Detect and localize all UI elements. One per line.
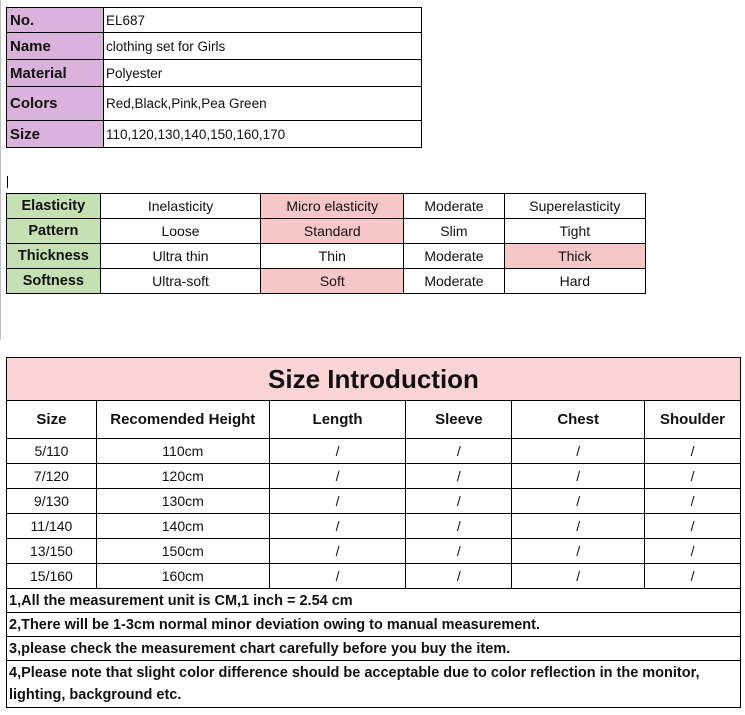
attribute-option: Moderate	[404, 194, 504, 219]
table-row	[7, 489, 741, 514]
attribute-option: Hard	[504, 269, 645, 294]
column-header: Recomended Height	[96, 401, 269, 439]
attribute-row	[7, 269, 646, 294]
note-row	[7, 661, 741, 708]
attribute-option: Inelasticity	[100, 194, 261, 219]
attribute-option: Ultra-soft	[100, 269, 261, 294]
column-header: Size	[7, 401, 97, 439]
table-cell: /	[269, 514, 406, 539]
left-gridline	[0, 0, 1, 340]
table-cell: 160cm	[96, 564, 269, 589]
info-label: Colors	[7, 87, 104, 121]
table-cell: /	[406, 514, 512, 539]
info-value: Polyester	[104, 60, 422, 87]
info-label: Size	[7, 121, 104, 148]
attribute-option: Ultra thin	[100, 244, 261, 269]
table-cell: 140cm	[96, 514, 269, 539]
note-row	[7, 589, 741, 613]
attribute-label: Pattern	[7, 219, 101, 244]
attribute-label: Thickness	[7, 244, 101, 269]
table-cell: 7/120	[7, 464, 97, 489]
attribute-row	[7, 219, 646, 244]
attribute-option-selected: Thick	[504, 244, 645, 269]
table-cell: /	[645, 514, 741, 539]
table-cell: /	[269, 489, 406, 514]
table-cell: 120cm	[96, 464, 269, 489]
column-header: Shoulder	[645, 401, 741, 439]
attribute-option: Thin	[261, 244, 404, 269]
info-row	[7, 121, 422, 148]
attribute-option-selected: Standard	[261, 219, 404, 244]
info-label: Material	[7, 60, 104, 87]
attribute-label: Elasticity	[7, 194, 101, 219]
info-label: Name	[7, 33, 104, 60]
table-cell: /	[645, 489, 741, 514]
attribute-option-selected: Soft	[261, 269, 404, 294]
size-introduction-table	[6, 357, 741, 708]
table-cell: /	[406, 464, 512, 489]
info-value: Red,Black,Pink,Pea Green	[104, 87, 422, 121]
measurement-note: 1,All the measurement unit is CM,1 inch = 2.54 cm	[7, 589, 741, 613]
attribute-option: Superelasticity	[504, 194, 645, 219]
attribute-row	[7, 244, 646, 269]
measurement-note: 3,please check the measurement chart carefully before you buy the item.	[7, 637, 741, 661]
product-info-table	[6, 7, 422, 148]
attribute-option-selected: Micro elasticity	[261, 194, 404, 219]
table-row	[7, 464, 741, 489]
table-cell: /	[512, 539, 645, 564]
table-cell: 150cm	[96, 539, 269, 564]
table-cell: /	[406, 439, 512, 464]
column-header: Length	[269, 401, 406, 439]
info-value: EL687	[104, 8, 422, 33]
size-table-title: Size Introduction	[7, 358, 741, 401]
table-cell: 11/140	[7, 514, 97, 539]
column-header: Sleeve	[406, 401, 512, 439]
table-cell: /	[269, 539, 406, 564]
attribute-option: Moderate	[404, 244, 504, 269]
info-value: clothing set for Girls	[104, 33, 422, 60]
info-value: 110,120,130,140,150,160,170	[104, 121, 422, 148]
attribute-option: Moderate	[404, 269, 504, 294]
table-cell: /	[512, 489, 645, 514]
attribute-label: Softness	[7, 269, 101, 294]
info-row	[7, 33, 422, 60]
attribute-option: Slim	[404, 219, 504, 244]
table-row	[7, 439, 741, 464]
info-row	[7, 8, 422, 33]
info-row	[7, 60, 422, 87]
attribute-row	[7, 194, 646, 219]
column-header: Chest	[512, 401, 645, 439]
table-row	[7, 539, 741, 564]
table-cell: /	[645, 439, 741, 464]
table-cell: /	[406, 489, 512, 514]
table-cell: 15/160	[7, 564, 97, 589]
table-cell: /	[512, 564, 645, 589]
note-row	[7, 637, 741, 661]
table-row	[7, 514, 741, 539]
table-cell: /	[269, 464, 406, 489]
table-row	[7, 564, 741, 589]
table-cell: /	[512, 439, 645, 464]
info-label: No.	[7, 8, 104, 33]
attribute-option: Tight	[504, 219, 645, 244]
attribute-option: Loose	[100, 219, 261, 244]
table-cell: 13/150	[7, 539, 97, 564]
table-cell: /	[406, 539, 512, 564]
note-row	[7, 613, 741, 637]
table-cell: /	[645, 539, 741, 564]
table-cell: /	[645, 564, 741, 589]
text-cursor	[7, 176, 8, 188]
table-cell: /	[645, 464, 741, 489]
table-cell: /	[406, 564, 512, 589]
table-cell: 5/110	[7, 439, 97, 464]
measurement-note: 2,There will be 1-3cm normal minor deviation owing to manual measurement.	[7, 613, 741, 637]
table-cell: 9/130	[7, 489, 97, 514]
size-header-row	[7, 401, 741, 439]
attributes-table	[6, 193, 646, 294]
table-cell: /	[512, 514, 645, 539]
table-cell: /	[269, 564, 406, 589]
table-cell: /	[269, 439, 406, 464]
table-cell: 110cm	[96, 439, 269, 464]
measurement-note: 4,Please note that slight color difference should be acceptable due to color reflection in the monitor, lighting, background etc.	[7, 661, 741, 708]
table-cell: /	[512, 464, 645, 489]
info-row	[7, 87, 422, 121]
table-cell: 130cm	[96, 489, 269, 514]
